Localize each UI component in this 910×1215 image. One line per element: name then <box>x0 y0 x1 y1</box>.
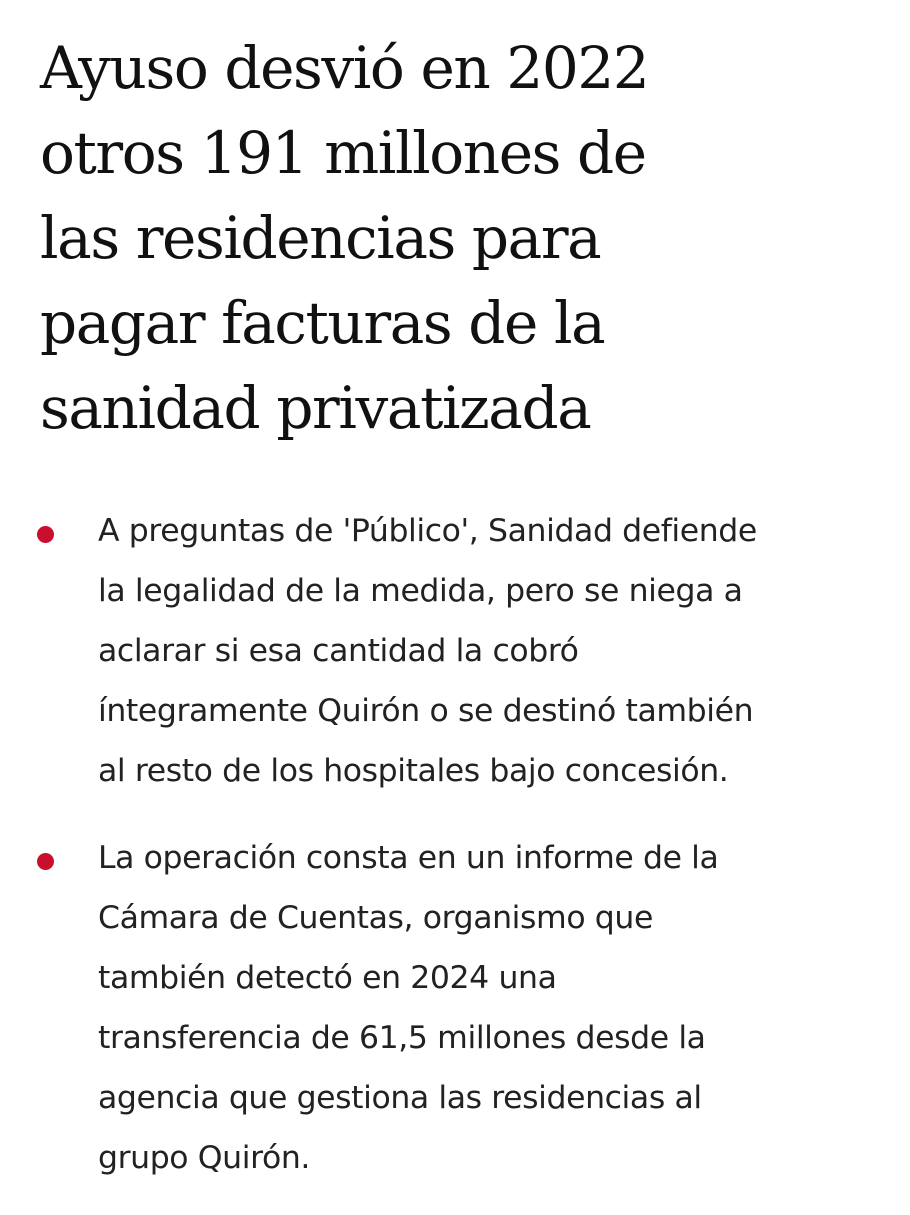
bullet-text-line: íntegramente Quirón o se destinó también <box>98 693 754 729</box>
bullet-text-line: Cámara de Cuentas, organismo que <box>98 900 653 936</box>
bullet-text-line: La operación consta en un informe de la <box>98 840 719 876</box>
headline-line: otros 191 millones de <box>40 119 646 187</box>
bullet-text-line: también detectó en 2024 una <box>98 960 557 996</box>
headline-line: sanidad privatizada <box>40 374 591 442</box>
bullet-text-line: la legalidad de la medida, pero se niega a <box>98 573 743 609</box>
bullet-text-line: agencia que gestiona las residencias al <box>98 1080 702 1116</box>
headline-line: Ayuso desvió en 2022 <box>40 34 649 102</box>
summary-bullet-item <box>0 828 910 1188</box>
bullet-text-line: A preguntas de 'Público', Sanidad defiende <box>98 513 757 549</box>
headline <box>40 26 880 451</box>
bullet-dot-icon <box>37 853 54 870</box>
summary-bullet-item <box>0 501 910 801</box>
headline-line: las residencias para <box>40 204 601 272</box>
bullet-text-line: grupo Quirón. <box>98 1140 311 1176</box>
bullet-text-line: al resto de los hospitales bajo concesión. <box>98 753 729 789</box>
summary-bullet-text <box>98 501 910 801</box>
headline-line: pagar facturas de la <box>40 289 605 357</box>
bullet-text-line: aclarar si esa cantidad la cobró <box>98 633 579 669</box>
bullet-dot-icon <box>37 526 54 543</box>
bullet-text-line: transferencia de 61,5 millones desde la <box>98 1020 706 1056</box>
summary-bullet-text <box>98 828 910 1188</box>
summary-bullet-list <box>0 501 910 1215</box>
